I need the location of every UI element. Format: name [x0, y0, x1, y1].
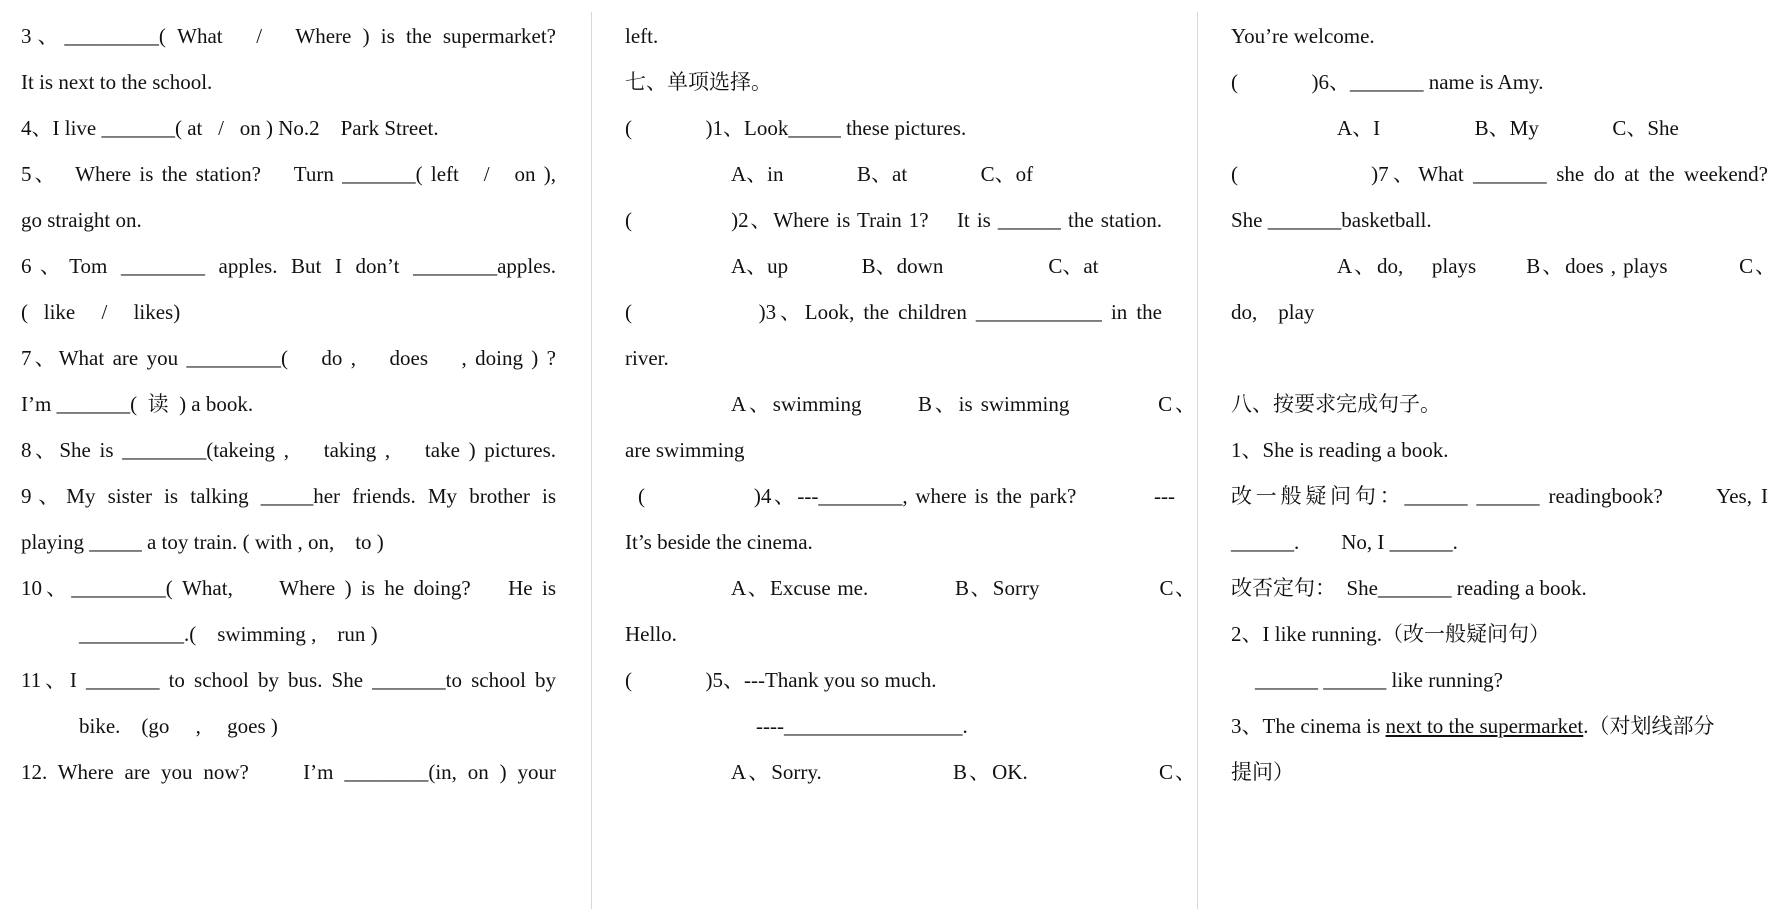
mc-question-3-cont: river.	[625, 346, 669, 370]
mc-question-4-option-c: Hello.	[625, 622, 677, 646]
mc-question-3-options: A、swimming B、is swimming C、	[731, 392, 1196, 416]
question-10: 10、_________( What, Where ) is he doing? He is	[21, 576, 556, 600]
mc-question-3: ( )3、Look, the children ____________ in the	[625, 300, 1162, 324]
section-7-heading: 七、单项选择。	[625, 70, 772, 94]
task-2-answer: ______ ______ like running?	[1255, 668, 1503, 692]
mc-question-7-cont: She _______basketball.	[1231, 208, 1432, 232]
question-9: 9、My sister is talking _____her friends. My brother is	[21, 484, 556, 508]
mc-question-6: ( )6、_______ name is Amy.	[1231, 70, 1544, 94]
question-3-answer-hint: It is next to the school.	[21, 70, 213, 94]
task-1-answers: ______. No, I ______.	[1231, 530, 1458, 554]
mc-question-4-options: A、Excuse me. B、Sorry C、	[731, 576, 1196, 600]
mc-question-5: ( )5、---Thank you so much.	[625, 668, 937, 692]
question-3: 3、_________( What / Where ) is the supermarket?	[21, 24, 556, 48]
mc-question-3-option-c: are swimming	[625, 438, 745, 462]
task-3	[1231, 713, 1768, 739]
column-left	[0, 0, 590, 909]
mc-question-5-cont: ----_________________.	[756, 714, 968, 738]
mc-question-7: ( )7、What _______ she do at the weekend?	[1231, 162, 1768, 186]
task-3-underlined: next to the supermarket	[1385, 714, 1584, 738]
task-3-start: 3、The cinema is	[1231, 714, 1386, 738]
task-3-end: .（对划线部分	[1583, 714, 1715, 738]
question-6-options: ( like / likes)	[21, 300, 181, 324]
column-middle	[592, 0, 1196, 909]
question-10-cont: __________.( swimming , run )	[79, 622, 378, 646]
question-8: 8、She is ________(takeing , taking , take ) pictures.	[21, 438, 556, 462]
mc-question-2-options: A、up B、down C、at	[731, 254, 1099, 278]
section-8-heading: 八、按要求完成句子。	[1231, 392, 1441, 416]
mc-question-2: ( )2、Where is Train 1? It is ______ the station.	[625, 208, 1162, 232]
mc-question-4: ( )4、---________, where is the park? ---	[638, 484, 1175, 508]
question-5: 5、 Where is the station? Turn _______( left / on ),	[21, 162, 556, 186]
mc-question-4-cont: It’s beside the cinema.	[625, 530, 813, 554]
question-7: 7、What are you _________( do , does , doing ) ?	[21, 346, 556, 370]
task-2: 2、I like running.（改一般疑问句）	[1231, 622, 1551, 646]
task-1-negative-form: 改否定句： She_______ reading a book.	[1231, 576, 1587, 600]
question-11-cont: bike. (go , goes )	[79, 714, 278, 738]
mc-question-7-options: A、do, plays B、does , plays C、	[1337, 254, 1776, 278]
task-3-cont: 提问）	[1231, 760, 1294, 784]
task-1-question-form: 改一般疑问句：______ ______ readingbook? Yes, I	[1231, 484, 1768, 508]
mc-question-1: ( )1、Look_____ these pictures.	[625, 116, 967, 140]
question-9-cont: playing _____ a toy train. ( with , on, to )	[21, 530, 384, 554]
question-12-cont: left.	[625, 24, 659, 48]
mc-question-7-option-c: do, play	[1231, 300, 1315, 324]
question-6: 6、Tom ________ apples. But I don’t ________apples.	[21, 254, 556, 278]
question-4: 4、I live _______( at / on ) No.2 Park Street.	[21, 116, 439, 140]
task-1: 1、She is reading a book.	[1231, 438, 1449, 462]
mc-question-6-options: A、I B、My C、She	[1337, 116, 1679, 140]
question-12: 12. Where are you now? I’m ________(in, on ) your	[21, 760, 556, 784]
mc-question-5-option-c: You’re welcome.	[1231, 24, 1375, 48]
question-5-cont: go straight on.	[21, 208, 142, 232]
question-7-cont: I’m _______( 读 ) a book.	[21, 392, 254, 416]
mc-question-5-options: A、Sorry. B、OK. C、	[731, 760, 1196, 784]
question-11: 11、I _______ to school by bus. She _______to school by	[21, 668, 556, 692]
mc-question-1-options: A、in B、at C、of	[731, 162, 1034, 186]
column-right	[1198, 0, 1776, 909]
